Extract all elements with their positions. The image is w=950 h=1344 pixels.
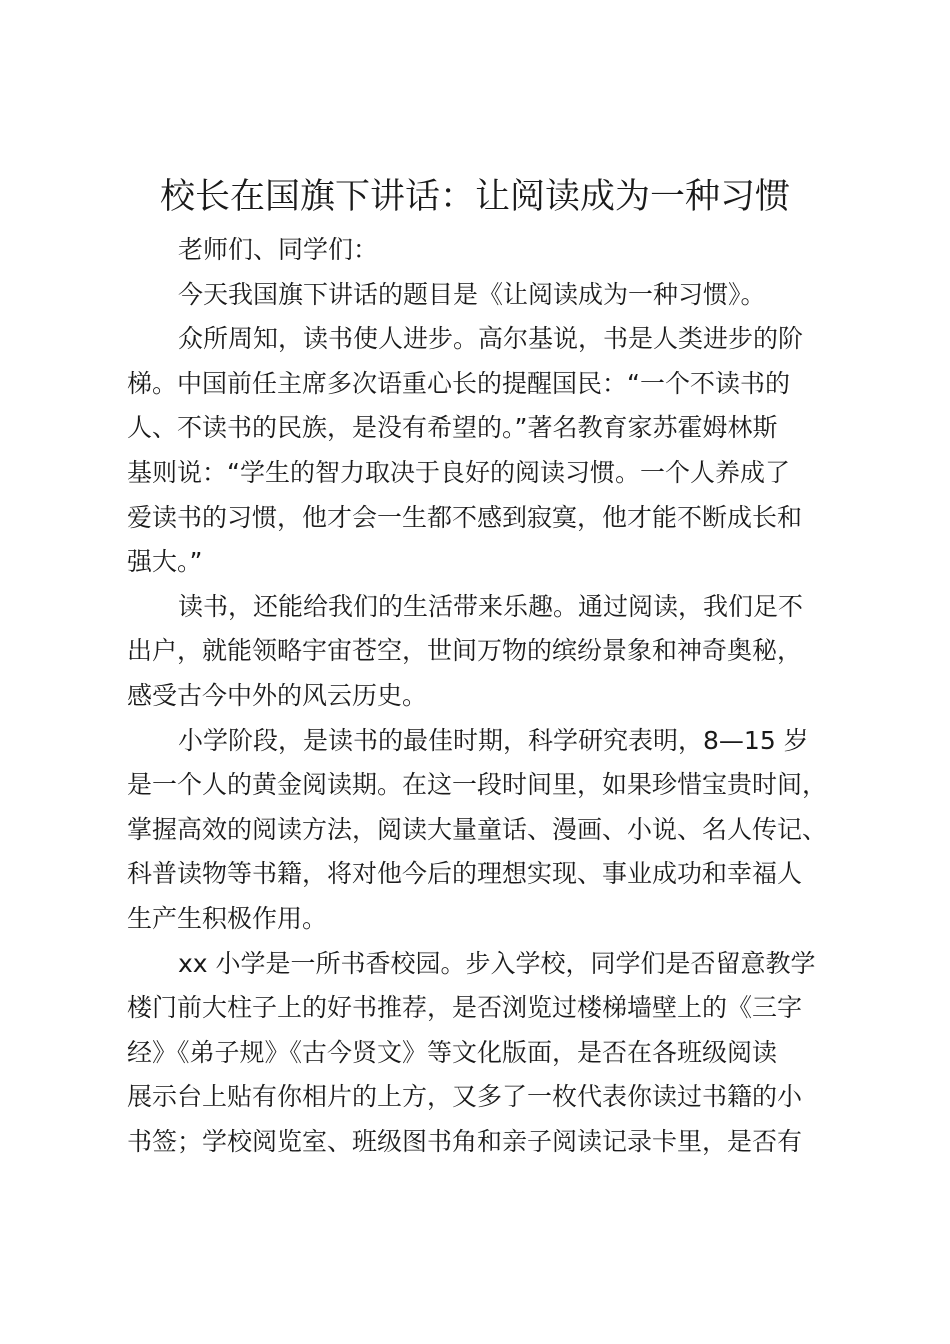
- paragraph-line: 经》《弟子规》《古今贤文》等文化版面，是否在各班级阅读: [127, 1037, 778, 1067]
- paragraph-line: 掌握高效的阅读方法，阅读大量童话、漫画、小说、名人传记、: [127, 814, 828, 844]
- paragraph-line: 小学阶段，是读书的最佳时期，科学研究表明，8—15 岁: [178, 725, 809, 755]
- document-title: 校长在国旗下讲话：让阅读成为一种习惯: [159, 177, 790, 217]
- paragraph-line: 是一个人的黄金阅读期。在这一段时间里，如果珍惜宝贵时间，: [127, 770, 828, 800]
- paragraph-line: 书签；学校阅览室、班级图书角和亲子阅读记录卡里，是否有: [127, 1126, 803, 1156]
- paragraph-line: 楼门前大柱子上的好书推荐，是否浏览过楼梯墙壁上的《三字: [127, 993, 803, 1023]
- paragraph-2: [127, 317, 857, 585]
- paragraph-line: 读书，还能给我们的生活带来乐趣。通过阅读，我们足不: [178, 591, 804, 621]
- paragraph-line: 展示台上贴有你相片的上方，又多了一枚代表你读过书籍的小: [127, 1082, 803, 1112]
- paragraph-line: 众所周知，读书使人进步。高尔基说，书是人类进步的阶: [178, 324, 804, 354]
- paragraph-line: 爱读书的习惯，他才会一生都不感到寂寞，他才能不断成长和: [127, 502, 803, 532]
- paragraph-line: 科普读物等书籍，将对他今后的理想实现、事业成功和幸福人: [127, 859, 803, 889]
- paragraph-line: 人、不读书的民族，是没有希望的。”著名教育家苏霍姆林斯: [127, 413, 778, 443]
- paragraph-line: 出户，就能领略宇宙苍空，世间万物的缤纷景象和神奇奥秘，: [127, 636, 803, 666]
- paragraph-line: 感受古今中外的风云历史。: [127, 680, 428, 710]
- salutation: 老师们、同学们：: [178, 235, 379, 264]
- paragraph-5: [127, 942, 857, 1165]
- paragraph-line: xx 小学是一所书香校园。步入学校，同学们是否留意教学: [178, 948, 816, 978]
- paragraph-line: 生产生积极作用。: [127, 903, 328, 933]
- paragraph-line: 基则说：“学生的智力取决于良好的阅读习惯。一个人养成了: [127, 457, 790, 487]
- document-body: [127, 228, 857, 1164]
- paragraph-4: [127, 719, 857, 942]
- paragraph-line: 梯。中国前任主席多次语重心长的提醒国民：“一个不读书的: [127, 368, 790, 398]
- paragraph-3: [127, 585, 857, 719]
- paragraph-1: [127, 273, 857, 318]
- paragraph-line: 今天我国旗下讲话的题目是《让阅读成为一种习惯》。: [178, 279, 766, 309]
- paragraph-line: 强大。”: [127, 547, 203, 577]
